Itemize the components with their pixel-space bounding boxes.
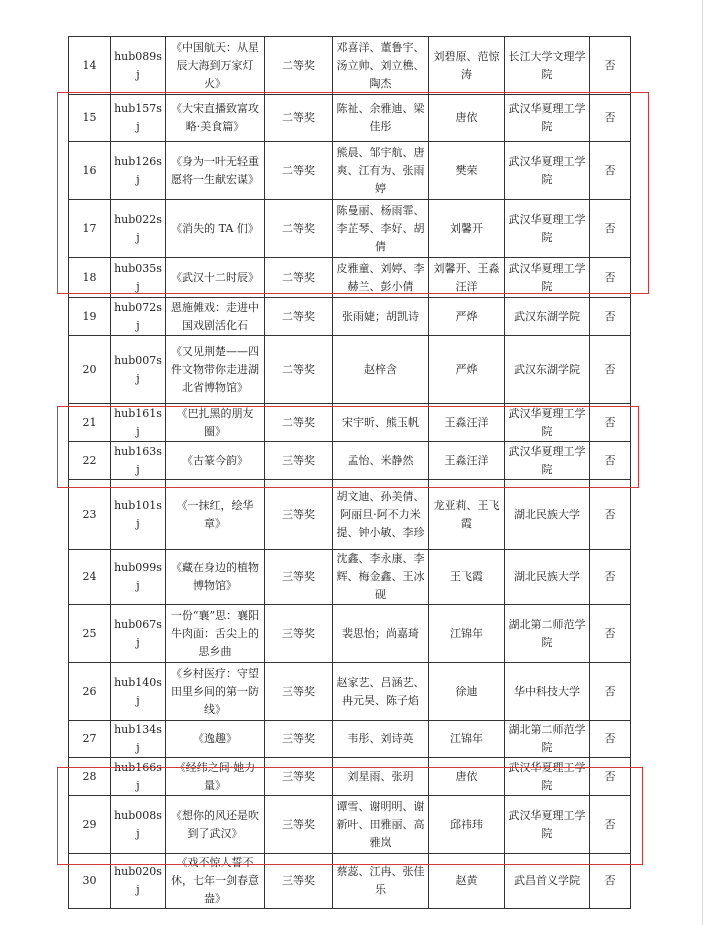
cell-title: 《身为一叶无轻重愿将一生献宏谋》 <box>166 142 265 200</box>
cell-id: hub140sj <box>111 663 166 721</box>
cell-id: hub126sj <box>111 142 166 200</box>
cell-title: 《大宋直播致富攻略·美食篇》 <box>166 95 265 142</box>
cell-no: 19 <box>69 298 111 336</box>
cell-advisor: 刘碧原、范惊涛 <box>429 37 505 95</box>
cell-award: 二等奖 <box>265 258 333 298</box>
cell-school: 湖北民族大学 <box>505 480 590 550</box>
cell-school: 武汉华夏理工学院 <box>505 95 590 142</box>
cell-no: 20 <box>69 336 111 404</box>
awards-table-body <box>69 37 631 909</box>
cell-school: 武汉华夏理工学院 <box>505 142 590 200</box>
cell-title: 《经纬之间·她力量》 <box>166 758 265 796</box>
cell-flag: 否 <box>590 95 631 142</box>
cell-advisor: 江锦年 <box>429 605 505 663</box>
cell-title: 《逸趣》 <box>166 721 265 758</box>
cell-school: 华中科技大学 <box>505 663 590 721</box>
cell-school: 武汉华夏理工学院 <box>505 200 590 258</box>
cell-advisor: 刘馨开、王淼汪洋 <box>429 258 505 298</box>
table-row <box>69 37 631 95</box>
cell-flag: 否 <box>590 721 631 758</box>
cell-title: 《戏不惊人誓不休，七年一剑春意盎》 <box>166 854 265 909</box>
cell-no: 16 <box>69 142 111 200</box>
cell-award: 三等奖 <box>265 796 333 854</box>
cell-title: 《武汉十二时辰》 <box>166 258 265 298</box>
cell-advisor: 唐依 <box>429 758 505 796</box>
table-row <box>69 663 631 721</box>
cell-no: 21 <box>69 404 111 442</box>
cell-flag: 否 <box>590 550 631 605</box>
cell-flag: 否 <box>590 796 631 854</box>
cell-advisor: 王淼汪洋 <box>429 442 505 480</box>
cell-id: hub089sj <box>111 37 166 95</box>
cell-advisor: 严烨 <box>429 298 505 336</box>
cell-authors: 赵梓含 <box>333 336 429 404</box>
cell-no: 22 <box>69 442 111 480</box>
cell-id: hub161sj <box>111 404 166 442</box>
cell-no: 23 <box>69 480 111 550</box>
cell-award: 二等奖 <box>265 142 333 200</box>
cell-flag: 否 <box>590 258 631 298</box>
cell-school: 武汉华夏理工学院 <box>505 442 590 480</box>
table-row <box>69 200 631 258</box>
cell-award: 三等奖 <box>265 550 333 605</box>
cell-school: 武昌首义学院 <box>505 854 590 909</box>
cell-advisor: 严烨 <box>429 336 505 404</box>
cell-advisor: 龙亚莉、王飞霞 <box>429 480 505 550</box>
cell-no: 18 <box>69 258 111 298</box>
cell-flag: 否 <box>590 336 631 404</box>
cell-id: hub134sj <box>111 721 166 758</box>
cell-award: 三等奖 <box>265 480 333 550</box>
cell-school: 武汉华夏理工学院 <box>505 258 590 298</box>
cell-award: 三等奖 <box>265 758 333 796</box>
cell-school: 武汉华夏理工学院 <box>505 404 590 442</box>
cell-title: 《古篆今韵》 <box>166 442 265 480</box>
cell-title: 《一抹红，绘华章》 <box>166 480 265 550</box>
cell-award: 三等奖 <box>265 721 333 758</box>
cell-flag: 否 <box>590 37 631 95</box>
cell-award: 二等奖 <box>265 37 333 95</box>
cell-id: hub101sj <box>111 480 166 550</box>
cell-advisor: 唐依 <box>429 95 505 142</box>
cell-authors: 张雨婕；胡凯诗 <box>333 298 429 336</box>
cell-award: 二等奖 <box>265 200 333 258</box>
cell-flag: 否 <box>590 758 631 796</box>
cell-title: 《藏在身边的植物博物馆》 <box>166 550 265 605</box>
cell-school: 武汉华夏理工学院 <box>505 758 590 796</box>
cell-id: hub099sj <box>111 550 166 605</box>
cell-title: 《消失的 TA 们》 <box>166 200 265 258</box>
cell-award: 二等奖 <box>265 404 333 442</box>
cell-no: 27 <box>69 721 111 758</box>
cell-no: 29 <box>69 796 111 854</box>
cell-school: 武汉华夏理工学院 <box>505 796 590 854</box>
cell-flag: 否 <box>590 298 631 336</box>
table-row <box>69 95 631 142</box>
cell-authors: 皮雅童、刘婷、李赫兰、彭小倩 <box>333 258 429 298</box>
cell-authors: 谭雪、谢明明、谢新叶、田雅丽、高雅岚 <box>333 796 429 854</box>
cell-title: 恩施傩戏：走进中国戏剧活化石 <box>166 298 265 336</box>
cell-flag: 否 <box>590 605 631 663</box>
cell-authors: 孟怡、米静然 <box>333 442 429 480</box>
cell-no: 14 <box>69 37 111 95</box>
cell-authors: 蔡蕊、江冉、张佳乐 <box>333 854 429 909</box>
cell-no: 30 <box>69 854 111 909</box>
cell-advisor: 徐迪 <box>429 663 505 721</box>
cell-authors: 陈曼丽、杨雨霏、李芷琴、李好、胡倩 <box>333 200 429 258</box>
cell-flag: 否 <box>590 200 631 258</box>
cell-award: 二等奖 <box>265 298 333 336</box>
table-row <box>69 605 631 663</box>
cell-authors: 邓喜洋、董鲁宇、汤立帅、刘立樵、陶杰 <box>333 37 429 95</box>
table-row <box>69 336 631 404</box>
cell-advisor: 赵黄 <box>429 854 505 909</box>
cell-id: hub035sj <box>111 258 166 298</box>
cell-authors: 刘星雨、张玥 <box>333 758 429 796</box>
cell-school: 湖北民族大学 <box>505 550 590 605</box>
cell-title: 《乡村医疗：守望田里乡间的第一防线》 <box>166 663 265 721</box>
cell-no: 15 <box>69 95 111 142</box>
cell-award: 三等奖 <box>265 663 333 721</box>
cell-id: hub157sj <box>111 95 166 142</box>
cell-award: 三等奖 <box>265 854 333 909</box>
cell-advisor: 王淼汪洋 <box>429 404 505 442</box>
table-row <box>69 442 631 480</box>
cell-authors: 韦彤、刘诗英 <box>333 721 429 758</box>
cell-id: hub166sj <box>111 758 166 796</box>
cell-advisor: 刘馨开 <box>429 200 505 258</box>
cell-flag: 否 <box>590 142 631 200</box>
cell-authors: 宋宇昕、熊玉帆 <box>333 404 429 442</box>
cell-title: 一份“襄”思：襄阳牛肉面：舌尖上的思乡曲 <box>166 605 265 663</box>
page-edge <box>702 0 703 925</box>
table-row <box>69 404 631 442</box>
cell-advisor: 江锦年 <box>429 721 505 758</box>
cell-award: 三等奖 <box>265 605 333 663</box>
cell-flag: 否 <box>590 404 631 442</box>
cell-award: 二等奖 <box>265 336 333 404</box>
cell-title: 《想你的风还是吹到了武汉》 <box>166 796 265 854</box>
cell-flag: 否 <box>590 480 631 550</box>
cell-id: hub067sj <box>111 605 166 663</box>
cell-authors: 熊晨、邹宇航、唐爽、江有为、张雨婷 <box>333 142 429 200</box>
cell-title: 《巴扎黑的朋友圈》 <box>166 404 265 442</box>
table-row <box>69 142 631 200</box>
table-row <box>69 480 631 550</box>
cell-title: 《中国航天：从星辰大海到万家灯火》 <box>166 37 265 95</box>
cell-authors: 沈鑫、李永康、李辉、梅金鑫、王冰砚 <box>333 550 429 605</box>
cell-no: 24 <box>69 550 111 605</box>
table-row <box>69 721 631 758</box>
table-row <box>69 854 631 909</box>
cell-no: 28 <box>69 758 111 796</box>
cell-school: 武汉东湖学院 <box>505 336 590 404</box>
cell-advisor: 樊荣 <box>429 142 505 200</box>
cell-advisor: 王飞霞 <box>429 550 505 605</box>
cell-authors: 裴思怡；尚嘉琦 <box>333 605 429 663</box>
cell-flag: 否 <box>590 442 631 480</box>
table-row <box>69 796 631 854</box>
cell-school: 湖北第二师范学院 <box>505 605 590 663</box>
table-row <box>69 758 631 796</box>
cell-flag: 否 <box>590 854 631 909</box>
cell-id: hub020sj <box>111 854 166 909</box>
cell-id: hub022sj <box>111 200 166 258</box>
cell-award: 二等奖 <box>265 95 333 142</box>
cell-authors: 赵家艺、吕涵艺、冉元昊、陈子焰 <box>333 663 429 721</box>
cell-no: 25 <box>69 605 111 663</box>
cell-award: 三等奖 <box>265 442 333 480</box>
cell-id: hub007sj <box>111 336 166 404</box>
cell-no: 17 <box>69 200 111 258</box>
cell-id: hub163sj <box>111 442 166 480</box>
awards-table <box>68 36 631 909</box>
cell-id: hub072sj <box>111 298 166 336</box>
cell-authors: 陈祉、余雅迪、梁佳彤 <box>333 95 429 142</box>
cell-school: 湖北第二师范学院 <box>505 721 590 758</box>
table-row <box>69 298 631 336</box>
table-row <box>69 258 631 298</box>
cell-no: 26 <box>69 663 111 721</box>
cell-id: hub008sj <box>111 796 166 854</box>
cell-school: 长江大学文理学院 <box>505 37 590 95</box>
cell-flag: 否 <box>590 663 631 721</box>
cell-title: 《又见荆楚——四件文物带你走进湖北省博物馆》 <box>166 336 265 404</box>
cell-school: 武汉东湖学院 <box>505 298 590 336</box>
cell-authors: 胡文迪、孙美倩、阿丽旦·阿不力米提、钟小敏、李珍 <box>333 480 429 550</box>
cell-advisor: 邱祎玮 <box>429 796 505 854</box>
table-row <box>69 550 631 605</box>
